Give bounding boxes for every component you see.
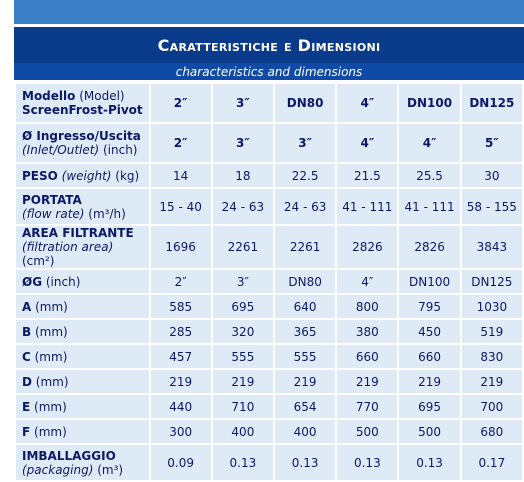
label-unit: (m³/h): [84, 206, 126, 221]
label-unit: (Model): [75, 89, 125, 103]
label-unit: (mm): [31, 374, 69, 389]
table-cell: 3″: [275, 124, 335, 162]
table-cell: 770: [337, 395, 397, 418]
table-cell: 500: [337, 420, 397, 443]
table-cell: 5″: [462, 124, 522, 162]
table-cell: 800: [337, 295, 397, 318]
table-cell: 795: [399, 295, 459, 318]
subtitle-text: characteristics and dimensions: [175, 64, 363, 79]
top-banner: [14, 0, 524, 24]
row-label-imballaggio: [16, 445, 149, 480]
table-cell: 3″: [213, 124, 273, 162]
table-cell: 2″: [151, 270, 211, 293]
label-line: [22, 300, 149, 314]
table-cell: 457: [151, 345, 211, 368]
table-cell: 320: [213, 320, 273, 343]
table-cell: 660: [399, 345, 459, 368]
label-line: [22, 275, 149, 289]
row-label-area: [16, 226, 149, 268]
table-cell: 24 - 63: [275, 189, 335, 224]
table-cell: 700: [462, 395, 522, 418]
table-row: [16, 226, 522, 268]
label-line: [22, 425, 149, 439]
table-cell: 830: [462, 345, 522, 368]
table-cell: 0.09: [151, 445, 211, 480]
table-cell: 1030: [462, 295, 522, 318]
label-line: [22, 350, 149, 364]
label-main: PORTATA: [22, 192, 82, 207]
table-cell: 680: [462, 420, 522, 443]
table-cell: 555: [213, 345, 273, 368]
table-cell: 0.17: [462, 445, 522, 480]
table-cell: 3843: [462, 226, 522, 268]
table-cell: 22.5: [275, 164, 335, 187]
table-cell: 4″: [399, 124, 459, 162]
table-cell: 2826: [399, 226, 459, 268]
label-italic: (filtration area): [22, 240, 114, 254]
label-line: [22, 129, 149, 143]
table-cell: 2″: [151, 84, 211, 122]
label-line: [22, 226, 149, 240]
table-cell: 640: [275, 295, 335, 318]
table-row: [16, 445, 522, 480]
table-cell: 2″: [151, 124, 211, 162]
label-unit: (inch): [42, 274, 81, 289]
label-line: [22, 103, 149, 117]
table-row: [16, 270, 522, 293]
table-cell: DN80: [275, 84, 335, 122]
table-row: [16, 124, 522, 162]
table-cell: DN125: [462, 270, 522, 293]
label-main: A: [22, 299, 32, 314]
table-cell: 0.13: [337, 445, 397, 480]
table-cell: 18: [213, 164, 273, 187]
table-cell: 2261: [275, 226, 335, 268]
label-italic: (packaging): [22, 462, 94, 477]
table-cell: 24 - 63: [213, 189, 273, 224]
table-cell: 219: [399, 370, 459, 393]
table-cell: DN125: [462, 84, 522, 122]
table-row: [16, 345, 522, 368]
label-line: [22, 463, 149, 477]
table-row: [16, 420, 522, 443]
table-row: [16, 320, 522, 343]
label-line: [22, 143, 149, 157]
table-cell: 2826: [337, 226, 397, 268]
table-cell: 450: [399, 320, 459, 343]
table-row: [16, 84, 522, 122]
label-main: ScreenFrost-Pivot: [22, 103, 143, 117]
table-cell: 41 - 111: [399, 189, 459, 224]
table-cell: 0.13: [275, 445, 335, 480]
table-cell: 285: [151, 320, 211, 343]
label-main: C: [22, 349, 31, 364]
row-label-d: [16, 370, 149, 393]
table-cell: 654: [275, 395, 335, 418]
label-line: [22, 400, 149, 414]
label-main: Modello: [22, 89, 76, 103]
table-cell: 695: [213, 295, 273, 318]
table-cell: 4″: [337, 124, 397, 162]
label-main: B: [22, 324, 32, 339]
label-line: [22, 325, 149, 339]
table-row: [16, 295, 522, 318]
table-cell: 1696: [151, 226, 211, 268]
label-unit: (kg): [111, 168, 140, 183]
table-row: [16, 164, 522, 187]
row-label-portata: [16, 189, 149, 224]
label-italic: (flow rate): [22, 206, 85, 221]
row-label-b: [16, 320, 149, 343]
row-label-a: [16, 295, 149, 318]
title-text: Caratteristiche e Dimensioni: [157, 35, 381, 55]
table-cell: 519: [462, 320, 522, 343]
table-cell: 500: [399, 420, 459, 443]
table-cell: 15 - 40: [151, 189, 211, 224]
table-cell: 219: [275, 370, 335, 393]
label-line: [22, 193, 149, 207]
table-cell: 585: [151, 295, 211, 318]
label-line: [22, 449, 149, 463]
table-row: [16, 189, 522, 224]
table-cell: 2261: [213, 226, 273, 268]
label-italic: (Inlet/Outlet): [22, 143, 100, 157]
table-cell: 0.13: [213, 445, 273, 480]
table-cell: 219: [213, 370, 273, 393]
table-cell: 21.5: [337, 164, 397, 187]
row-label-peso: [16, 164, 149, 187]
table-cell: 400: [213, 420, 273, 443]
table-cell: 4″: [337, 84, 397, 122]
table-cell: DN100: [399, 270, 459, 293]
table-cell: 0.13: [399, 445, 459, 480]
label-unit: (mm): [30, 424, 67, 439]
table-cell: 25.5: [399, 164, 459, 187]
label-main: AREA FILTRANTE: [22, 226, 134, 240]
table-cell: 219: [337, 370, 397, 393]
table-cell: 41 - 111: [337, 189, 397, 224]
table-cell: 380: [337, 320, 397, 343]
label-unit: (mm): [31, 299, 68, 314]
row-label-og: [16, 270, 149, 293]
table-cell: 30: [462, 164, 522, 187]
label-unit: (m³): [93, 462, 124, 477]
table-cell: 3″: [213, 84, 273, 122]
label-line: [22, 240, 149, 268]
table-cell: 660: [337, 345, 397, 368]
label-unit: (mm): [30, 349, 68, 364]
table-cell: 300: [151, 420, 211, 443]
table-cell: 400: [275, 420, 335, 443]
label-main: F: [22, 424, 31, 439]
table-cell: 365: [275, 320, 335, 343]
table-cell: 4″: [337, 270, 397, 293]
label-main: Ø Ingresso/Uscita: [22, 129, 141, 143]
row-label-c: [16, 345, 149, 368]
label-main: PESO: [22, 168, 58, 183]
label-line: [22, 169, 149, 183]
row-label-ingresso: [16, 124, 149, 162]
table-cell: 219: [151, 370, 211, 393]
table-cell: DN80: [275, 270, 335, 293]
label-unit: (mm): [30, 399, 67, 414]
label-main: E: [22, 399, 31, 414]
label-unit: (cm²): [22, 254, 55, 268]
table-cell: 695: [399, 395, 459, 418]
label-unit: (inch): [99, 143, 138, 157]
page-subtitle: [14, 63, 524, 80]
table-cell: 219: [462, 370, 522, 393]
table-cell: 710: [213, 395, 273, 418]
table-cell: 58 - 155: [462, 189, 522, 224]
page-title: [14, 27, 524, 63]
label-line: [22, 89, 149, 103]
label-main: ØG: [22, 274, 43, 289]
row-label-f: [16, 420, 149, 443]
table-cell: 555: [275, 345, 335, 368]
label-line: [22, 207, 149, 221]
spec-table: [14, 82, 524, 482]
table-row: [16, 370, 522, 393]
row-label-modello: [16, 84, 149, 122]
label-main: IMBALLAGGIO: [22, 448, 116, 463]
row-label-e: [16, 395, 149, 418]
label-main: D: [22, 374, 32, 389]
label-line: [22, 375, 149, 389]
table-cell: 3″: [213, 270, 273, 293]
label-italic: (weight): [57, 168, 112, 183]
table-row: [16, 395, 522, 418]
table-cell: DN100: [399, 84, 459, 122]
label-unit: (mm): [31, 324, 68, 339]
table-cell: 14: [151, 164, 211, 187]
table-cell: 440: [151, 395, 211, 418]
